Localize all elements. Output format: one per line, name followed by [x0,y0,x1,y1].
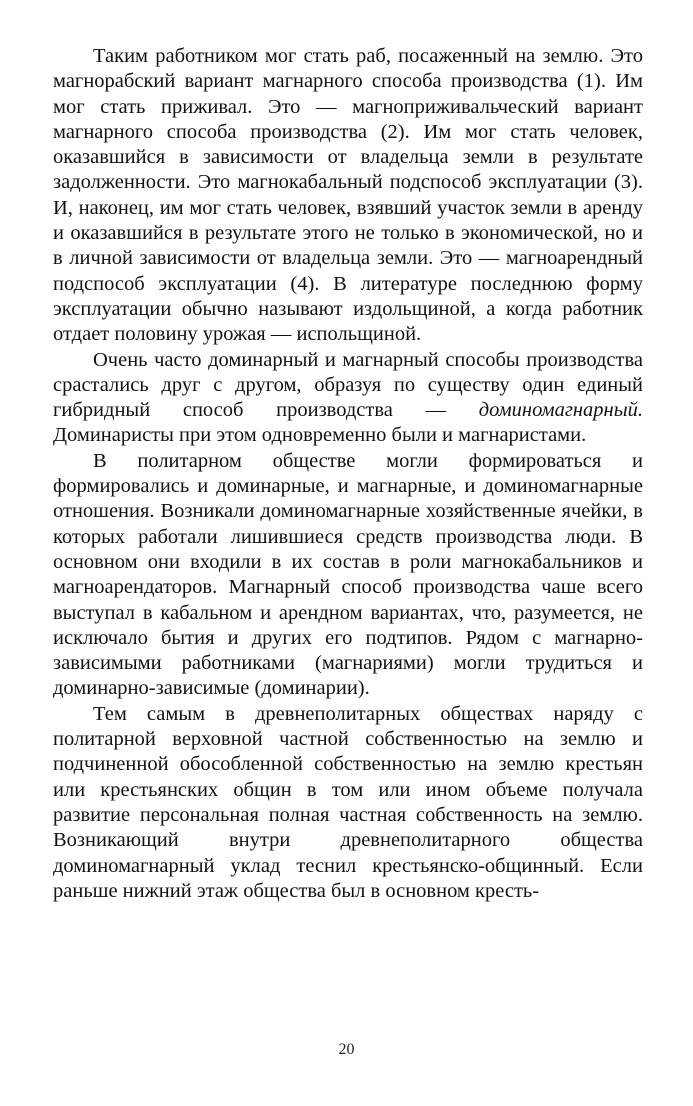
paragraph-3 [53,449,643,702]
paragraph-1 [53,44,643,348]
paragraph-text: Доминаристы при этом одновременно были и магнаристами. [53,424,587,447]
paragraph-4 [53,702,643,904]
page-number: 20 [338,1041,355,1058]
paragraph-text: В политарном обществе могли формироваться и формировались и доминарные, и магнарные, и доминомагнарные отношения. Возникали доминомагнарные хозяйственные ячейки, в которых работали лишившиеся средств производства люди. В основном они входили в их состав в роли магнокабальников и магноарендаторов. Магнарный способ производства чаше всего выступал в кабальном и арендном вариантах, что, разумеется, не исключало бытия и других его подтипов. Рядом с магнарно-зависимыми работниками (магнариями) могли трудиться и доминарно-зависимые (доминарии). [53,449,643,700]
paragraph-2 [53,348,643,449]
paragraph-text: Таким работником мог стать раб, посаженный на землю. Это магнорабский вариант магнарного способа производства (1). Им мог стать приживал. Это — магноприживальческий вариант магнарного способа производства (2). Им мог стать человек, оказавшийся в зависимости от владельца земли в результате задолженности. Это магнокабальный подспособ эксплуатации (3). И, наконец, им мог стать человек, взявший участок земли в аренду и оказавшийся в результате этого не только в экономической, но и в личной зависимости от владельца земли. Это — магноарендный подспособ эксплуатации (4). В литературе последнюю форму эксплуатации обычно называют издольщиной, а когда работник отдает половину урожая — испольщиной. [53,45,643,346]
paragraph-text: Очень часто доминарный и магнарный способы производства срастались друг с другом, образуя по существу один единый гибридный способ производства — [53,348,643,422]
italic-term: доминомагнарный. [478,399,643,422]
document-body [53,44,643,904]
paragraph-text: Тем самым в древнеполитарных обществах наряду с политарной верховной частной собственностью на землю и подчиненной обособленной собственностью на землю крестьян или крестьянских общин в том или ином объеме получала развитие персональная полная частная собственность на землю. Возникающий внутри древнеполитарного общества доминомагнарный уклад теснил крестьянско-общинный. Если раньше нижний этаж общества был в основном кресть- [53,702,643,902]
